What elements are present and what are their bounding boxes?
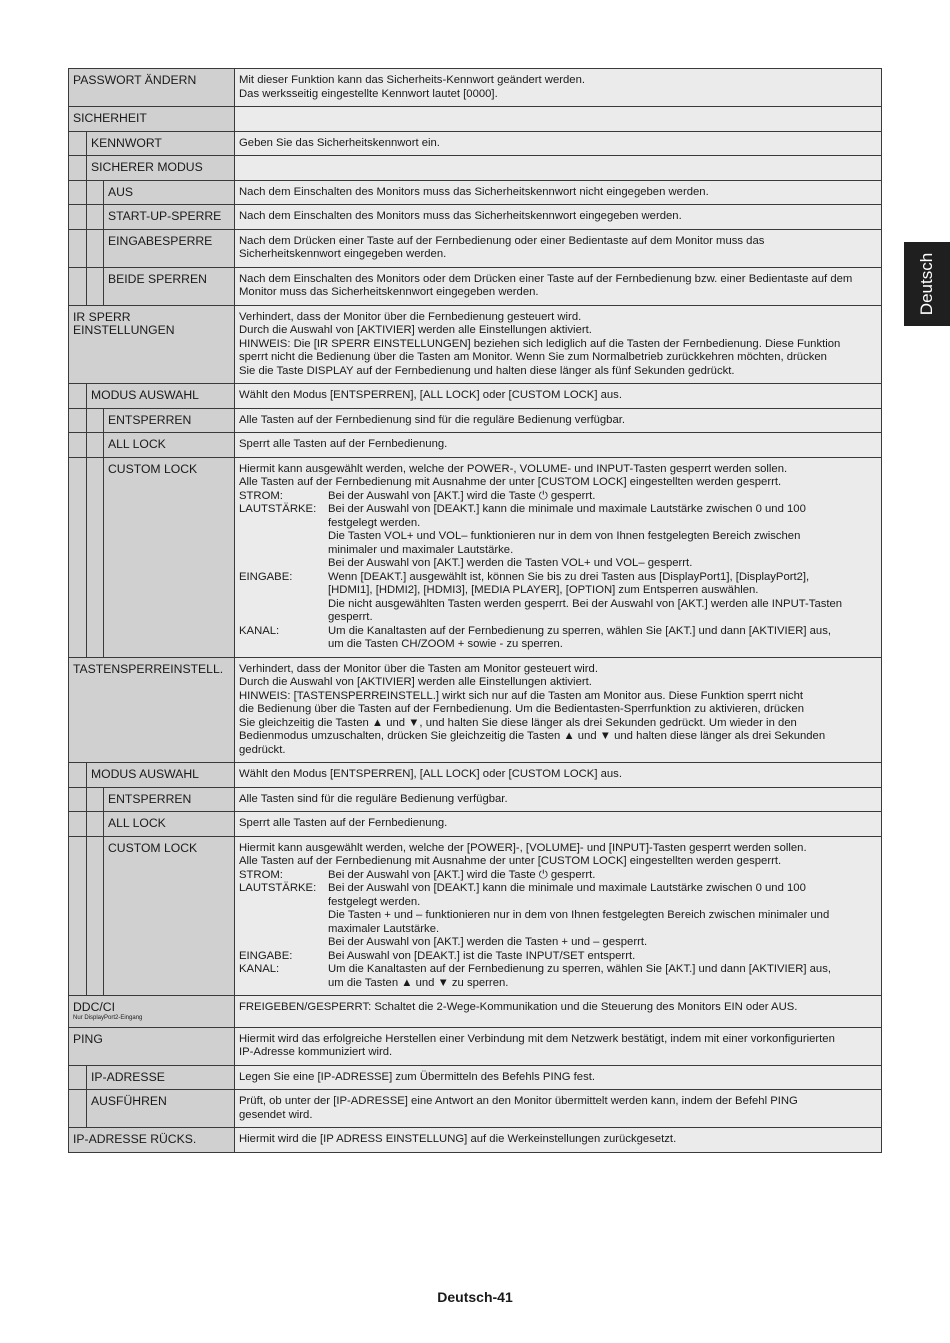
setting-label-line: ENTSPERREN (108, 412, 192, 427)
description-cell (235, 996, 881, 1027)
table-row (68, 763, 882, 788)
description-line: Nach dem Einschalten des Monitors oder dem Drücken einer Taste auf der Fernbedienung bzw. einer Bedientaste auf dem (239, 272, 853, 285)
setting-label-line: EINSTELLUNGEN (73, 323, 175, 337)
setting-name-cell (69, 1128, 235, 1152)
settings-table (68, 68, 882, 1153)
option-entry (239, 571, 875, 625)
setting-name-cell (69, 181, 235, 205)
option-entry (239, 625, 875, 652)
description-line: die Bedienung über die Tasten auf der Fernbedienung. Um die Bedientasten-Sperrfunktion zu aktivieren, drücken (239, 703, 804, 715)
indent-bar (87, 433, 104, 457)
description-cell (235, 433, 881, 457)
setting-name-cell (69, 409, 235, 433)
description-line: Verhindert, dass der Monitor über die Fernbedienung gesteuert wird. (239, 310, 582, 323)
indent-bar (69, 205, 87, 229)
option-value-line: festgelegt werden. (328, 516, 421, 529)
setting-name-cell (69, 763, 235, 787)
table-row (68, 107, 882, 132)
table-row (68, 1028, 882, 1066)
setting-label-line: BEIDE SPERREN (108, 271, 207, 286)
setting-label-line: MODUS AUSWAHL (91, 767, 199, 781)
description-cell (235, 230, 881, 267)
setting-label-line: SICHERER MODUS (91, 160, 203, 174)
setting-label-line: ALL LOCK (108, 437, 166, 451)
indent-bar (69, 812, 87, 836)
option-key: KANAL: (239, 624, 280, 637)
table-row (68, 132, 882, 157)
option-value-line: Bei Auswahl von [DEAKT.] ist die Taste INPUT/SET entsperrt. (328, 949, 636, 962)
option-value-line: Die nicht ausgewählten Tasten werden gesperrt. Bei der Auswahl von [AKT.] werden alle INPUT-Tasten (328, 597, 843, 610)
setting-label-line: CUSTOM LOCK (108, 461, 198, 476)
indent-bar (87, 812, 104, 836)
description-cell (235, 1066, 881, 1090)
setting-label-line: ENTSPERREN (108, 791, 192, 806)
setting-label (104, 433, 234, 457)
indent-bar (69, 181, 87, 205)
option-value-line: festgelegt werden. (328, 895, 421, 908)
description-line: Bedienmodus umzuschalten, drücken Sie gleichzeitig die Tasten ▲ und ▼ und halten diese länger als drei Sekunden (239, 730, 826, 742)
setting-label (87, 384, 234, 408)
indent-bar (69, 132, 87, 156)
option-value (328, 571, 875, 625)
setting-label-line: CUSTOM LOCK (108, 840, 198, 855)
indent-bar (69, 268, 87, 305)
indent-bar (69, 788, 87, 812)
table-row (68, 156, 882, 181)
option-value-line: Bei der Auswahl von [DEAKT.] kann die minimale und maximale Lautstärke zwischen 0 und 100 (328, 882, 806, 894)
option-entry (239, 490, 875, 504)
description-cell (235, 812, 881, 836)
option-value-line: um die Tasten ▲ und ▼ zu sperren. (328, 976, 509, 989)
description-line: Sperrt alle Tasten auf der Fernbedienung. (239, 817, 448, 829)
description-cell (235, 458, 881, 657)
table-row (68, 812, 882, 837)
setting-label (104, 409, 234, 433)
option-key: STROM: (239, 868, 283, 881)
page-number: Deutsch-41 (437, 1289, 513, 1305)
option-value (328, 963, 875, 990)
option-entry (239, 882, 875, 950)
language-tab-label: Deutsch (917, 252, 936, 316)
indent-bar (69, 1066, 87, 1090)
setting-label (104, 230, 234, 267)
setting-label (69, 1128, 234, 1152)
description-line: gesendet wird. (239, 1108, 313, 1121)
option-value-line: Bei der Auswahl von [AKT.] wird die Taste ⏻ gesperrt. (328, 868, 596, 881)
option-value-line: maximaler Lautstärke. (328, 922, 440, 935)
setting-label (104, 181, 234, 205)
setting-label-line: KENNWORT (91, 135, 162, 150)
setting-label (87, 1066, 234, 1090)
option-value-line: [HDMI1], [HDMI2], [HDMI3], [MEDIA PLAYER], [OPTION] zum Entsperren auswählen. (328, 584, 759, 596)
setting-label-line: AUSFÜHREN (91, 1094, 167, 1108)
setting-label-line: IR SPERR (73, 309, 131, 324)
setting-label-line: SICHERHEIT (73, 111, 147, 125)
indent-bar (87, 268, 104, 305)
description-line: Durch die Auswahl von [AKTIVIER] werden alle Einstellungen aktiviert. (239, 676, 592, 688)
option-key: KANAL: (239, 963, 280, 975)
description-line: Sie gleichzeitig die Tasten ▲ und ▼, und halten Sie diese länger als drei Sekunden gedrückt. Um wieder in den (239, 716, 797, 729)
option-value-line: Um die Kanaltasten auf der Fernbedienung zu sperren, wählen Sie [AKT.] und dann [AKTIVIER] aus, (328, 963, 832, 975)
table-row (68, 1128, 882, 1153)
table-row (68, 68, 882, 107)
indent-bar (69, 384, 87, 408)
description-line: Durch die Auswahl von [AKTIVIER] werden alle Einstellungen aktiviert. (239, 324, 592, 336)
setting-label (69, 1028, 234, 1065)
option-value-line: gesperrt. (328, 611, 373, 623)
description-cell (235, 107, 881, 131)
setting-name-cell (69, 788, 235, 812)
table-row (68, 788, 882, 813)
language-tab (904, 242, 950, 326)
table-row (68, 384, 882, 409)
setting-label-line: DDC/CI (73, 1000, 115, 1014)
description-line: FREIGEBEN/GESPERRT: Schaltet die 2-Wege-Kommunikation und die Steuerung des Monitors EIN oder AUS. (239, 1001, 798, 1013)
setting-label (69, 306, 234, 384)
option-entry (239, 503, 875, 571)
indent-bar (69, 156, 87, 180)
indent-bar (87, 837, 104, 996)
option-key: EINGABE: (239, 570, 293, 583)
description-line: Geben Sie das Sicherheitskennwort ein. (239, 136, 440, 149)
indent-bar (69, 1090, 87, 1127)
description-cell (235, 384, 881, 408)
option-entry (239, 950, 875, 964)
setting-label-line: IP-ADRESSE RÜCKS. (73, 1132, 197, 1146)
setting-label (87, 156, 234, 180)
description-cell (235, 268, 881, 305)
description-cell (235, 205, 881, 229)
table-row (68, 996, 882, 1028)
table-row (68, 658, 882, 764)
option-value (328, 882, 875, 950)
indent-bar (87, 458, 104, 657)
option-entry (239, 869, 875, 883)
table-row (68, 837, 882, 997)
description-line: Sperrt alle Tasten auf der Fernbedienung. (239, 438, 448, 450)
table-row (68, 230, 882, 268)
description-line: Alle Tasten auf der Fernbedienung sind für die reguläre Bedienung verfügbar. (239, 413, 626, 426)
description-line: Monitor muss das Sicherheitskennwort eingegeben werden. (239, 286, 539, 298)
description-line: Nach dem Drücken einer Taste auf der Fernbedienung oder einer Bedientaste auf dem Monitor muss das (239, 234, 765, 247)
option-value-line: Bei der Auswahl von [DEAKT.] kann die minimale und maximale Lautstärke zwischen 0 und 100 (328, 503, 806, 515)
setting-name-cell (69, 69, 235, 106)
setting-label (69, 658, 234, 763)
setting-label-line: AUS (108, 184, 134, 199)
setting-name-cell (69, 132, 235, 156)
option-value-line: Bei der Auswahl von [AKT.] wird die Taste ⏻ gesperrt. (328, 489, 596, 502)
description-line: Verhindert, dass der Monitor über die Tasten am Monitor gesteuert wird. (239, 662, 598, 675)
indent-bar (69, 837, 87, 996)
table-row (68, 433, 882, 458)
description-line: Alle Tasten sind für die reguläre Bedienung verfügbar. (239, 792, 508, 805)
description-line: sperrt nicht die Bedienung über die Tasten am Monitor. Wenn Sie zum Normalbetrieb zurückkehren möchten, drücken (239, 351, 827, 363)
setting-label (104, 268, 234, 305)
setting-label (104, 458, 234, 657)
option-key: LAUTSTÄRKE: (239, 882, 317, 894)
indent-bar (69, 763, 87, 787)
option-value (328, 869, 875, 883)
table-row (68, 458, 882, 658)
setting-name-cell (69, 812, 235, 836)
description-line: Wählt den Modus [ENTSPERREN], [ALL LOCK] oder [CUSTOM LOCK] aus. (239, 389, 622, 401)
setting-name-cell (69, 1028, 235, 1065)
description-cell (235, 69, 881, 106)
indent-bar (87, 788, 104, 812)
option-value-line: minimaler und maximaler Lautstärke. (328, 543, 514, 556)
option-value-line: um die Tasten CH/ZOOM + sowie - zu sperren. (328, 638, 563, 650)
indent-bar (69, 409, 87, 433)
setting-label (104, 812, 234, 836)
description-cell (235, 409, 881, 433)
option-value (328, 503, 875, 571)
description-line: Hiermit wird das erfolgreiche Herstellen einer Verbindung mit dem Netzwerk bestätigt, indem mit einer vorkonfigurierten (239, 1032, 835, 1045)
table-row (68, 205, 882, 230)
description-line: HINWEIS: Die [IR SPERR EINSTELLUNGEN] beziehen sich lediglich auf die Tasten der Fernbedienung. Diese Funktion (239, 337, 841, 350)
table-row (68, 1066, 882, 1091)
setting-name-cell (69, 230, 235, 267)
indent-bar (69, 230, 87, 267)
description-cell (235, 788, 881, 812)
indent-bar (87, 181, 104, 205)
setting-label-line: PING (73, 1031, 103, 1046)
description-line: Sie die Taste DISPLAY auf der Fernbedienung und halten diese länger als fünf Sekunden gedrückt. (239, 364, 735, 377)
table-row (68, 181, 882, 206)
indent-bar (87, 205, 104, 229)
setting-label-line: PASSWORT ÄNDERN (73, 73, 197, 87)
setting-name-cell (69, 1066, 235, 1090)
setting-note: Nur DisplayPort2-Eingang (73, 1014, 143, 1021)
description-line: Hiermit wird die [IP ADRESS EINSTELLUNG] auf die Werkeinstellungen zurückgesetzt. (239, 1133, 677, 1145)
description-line: IP-Adresse kommuniziert wird. (239, 1046, 393, 1058)
setting-label (69, 996, 234, 1027)
option-key: STROM: (239, 489, 283, 502)
description-line: gedrückt. (239, 743, 286, 756)
setting-label (87, 1090, 234, 1127)
description-line: Prüft, ob unter der [IP-ADRESSE] eine Antwort an den Monitor übermittelt werden kann, indem der Befehl PING (239, 1095, 798, 1107)
description-cell (235, 763, 881, 787)
setting-name-cell (69, 658, 235, 763)
setting-name-cell (69, 384, 235, 408)
option-value (328, 490, 875, 504)
setting-name-cell (69, 156, 235, 180)
setting-label (104, 205, 234, 229)
description-line: Wählt den Modus [ENTSPERREN], [ALL LOCK] oder [CUSTOM LOCK] aus. (239, 768, 622, 780)
description-cell (235, 837, 881, 996)
description-cell (235, 156, 881, 180)
setting-label (104, 837, 234, 996)
option-value-line: Die Tasten VOL+ und VOL– funktionieren nur in dem von Ihnen festgelegten Bereich zwischen (328, 530, 801, 542)
description-cell (235, 1128, 881, 1152)
description-line: Sicherheitskennwort eingegeben werden. (239, 248, 447, 260)
setting-name-cell (69, 996, 235, 1027)
setting-name-cell (69, 268, 235, 305)
setting-label (87, 763, 234, 787)
setting-label-line: IP-ADRESSE (91, 1069, 165, 1084)
setting-name-cell (69, 433, 235, 457)
setting-label-line: EINGABESPERRE (108, 233, 213, 248)
table-row (68, 409, 882, 434)
description-line: Nach dem Einschalten des Monitors muss das Sicherheitskennwort eingegeben werden. (239, 210, 682, 222)
description-line: Alle Tasten auf der Fernbedienung mit Ausnahme der unter [CUSTOM LOCK] eingestellten werden gesperrt. (239, 855, 782, 867)
description-line: Nach dem Einschalten des Monitors muss das Sicherheitskennwort nicht eingegeben werden. (239, 185, 709, 198)
option-key: EINGABE: (239, 949, 293, 962)
description-cell (235, 132, 881, 156)
setting-label-line: MODUS AUSWAHL (91, 388, 199, 402)
setting-name-cell (69, 458, 235, 657)
setting-name-cell (69, 107, 235, 131)
description-cell (235, 658, 881, 763)
table-row (68, 268, 882, 306)
description-line: Legen Sie eine [IP-ADRESSE] zum Übermitteln des Befehls PING fest. (239, 1070, 596, 1083)
option-entry (239, 963, 875, 990)
indent-bar (87, 230, 104, 267)
indent-bar (69, 433, 87, 457)
description-line: Mit dieser Funktion kann das Sicherheits-Kennwort geändert werden. (239, 74, 585, 86)
setting-label (104, 788, 234, 812)
indent-bar (69, 458, 87, 657)
description-cell (235, 306, 881, 384)
description-line: Das werksseitig eingestellte Kennwort lautet [0000]. (239, 87, 498, 100)
table-row (68, 1090, 882, 1128)
description-cell (235, 1028, 881, 1065)
description-line: Alle Tasten auf der Fernbedienung mit Ausnahme der unter [CUSTOM LOCK] eingestellten werden gesperrt. (239, 476, 782, 488)
table-row (68, 306, 882, 385)
description-line: Hiermit kann ausgewählt werden, welche der POWER-, VOLUME- und INPUT-Tasten gesperrt werden sollen. (239, 462, 788, 475)
description-line: HINWEIS: [TASTENSPERREINSTELL.] wirkt sich nur auf die Tasten am Monitor aus. Diese Funktion sperrt nicht (239, 689, 803, 702)
option-value (328, 625, 875, 652)
description-line: Hiermit kann ausgewählt werden, welche der [POWER]-, [VOLUME]- und [INPUT]-Tasten gesperrt werden sollen. (239, 841, 807, 854)
setting-label-line: TASTENSPERREINSTELL. (73, 661, 224, 676)
setting-label-line: START-UP-SPERRE (108, 209, 222, 223)
option-value-line: Bei der Auswahl von [AKT.] werden die Tasten VOL+ und VOL– gesperrt. (328, 557, 693, 569)
description-cell (235, 181, 881, 205)
setting-name-cell (69, 837, 235, 996)
indent-bar (87, 409, 104, 433)
option-value (328, 950, 875, 964)
option-value-line: Wenn [DEAKT.] ausgewählt ist, können Sie bis zu drei Tasten aus [DisplayPort1], [DisplayPort2], (328, 570, 810, 583)
setting-label-line: ALL LOCK (108, 816, 166, 830)
setting-name-cell (69, 306, 235, 384)
option-value-line: Die Tasten + und – funktionieren nur in dem von Ihnen festgelegten Bereich zwischen minimaler und (328, 909, 830, 921)
setting-name-cell (69, 1090, 235, 1127)
option-value-line: Um die Kanaltasten auf der Fernbedienung zu sperren, wählen Sie [AKT.] und dann [AKTIVIER] aus, (328, 624, 832, 637)
setting-label (69, 69, 234, 106)
option-value-line: Bei der Auswahl von [AKT.] werden die Tasten + und – gesperrt. (328, 936, 648, 948)
setting-label (87, 132, 234, 156)
description-cell (235, 1090, 881, 1127)
setting-label (69, 107, 234, 131)
setting-name-cell (69, 205, 235, 229)
option-key: LAUTSTÄRKE: (239, 503, 317, 515)
